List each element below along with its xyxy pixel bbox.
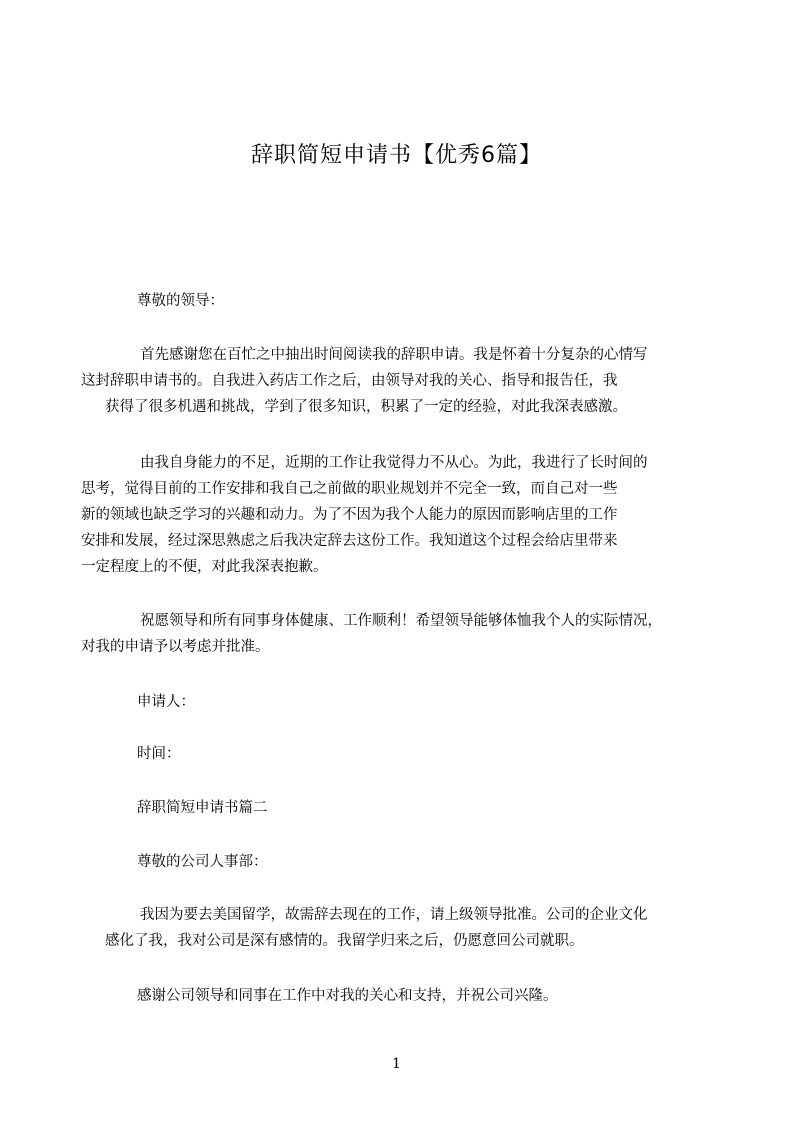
document-title: 辞职简短申请书【优秀6篇】: [251, 143, 542, 168]
paragraph-line: 思考，觉得目前的工作安排和我自己之前做的职业规划并不完全一致，而自己对一些: [81, 481, 618, 497]
salutation-2: [137, 849, 268, 875]
salutation: [137, 288, 224, 314]
salutation-text: 尊敬的公司人事部：: [137, 854, 268, 870]
paragraph-line: 感谢公司领导和同事在工作中对我的关心和支持，并祝公司兴隆。: [137, 988, 558, 1004]
paragraph-line: 感化了我，我对公司是深有感情的。我留学归来之后，仍愿意回公司就职。: [105, 933, 584, 949]
paragraph-gratitude: [81, 342, 700, 420]
applicant-label: 申请人：: [137, 694, 195, 710]
paragraph-line: 首先感谢您在百忙之中抽出时间阅读我的辞职申请。我是怀着十分复杂的心情写: [140, 347, 648, 363]
section-heading: [137, 795, 268, 821]
applicant-line: [137, 689, 195, 715]
paragraph-line: 对我的申请予以考虑并批准。: [81, 639, 270, 655]
paragraph-thanks: [137, 983, 558, 1009]
salutation-text: 尊敬的领导：: [137, 293, 224, 309]
time-line: [137, 741, 181, 767]
page-number: 1: [392, 1056, 401, 1072]
paragraph-study-abroad: [105, 902, 700, 954]
paragraph-line: 获得了很多机遇和挑战，学到了很多知识，积累了一定的经验，对此我深表感激。: [105, 399, 627, 415]
paragraph-wishes: [81, 608, 705, 660]
paragraph-line: 一定程度上的不便，对此我深表抱歉。: [81, 559, 328, 575]
paragraph-line: 由我自身能力的不足，近期的工作让我觉得力不从心。为此，我进行了长时间的: [140, 455, 648, 471]
paragraph-line: 安排和发展，经过深思熟虑之后我决定辞去这份工作。我知道这个过程会给店里带来: [81, 533, 618, 549]
paragraph-line: 祝愿领导和所有同事身体健康、工作顺利！希望领导能够体恤我个人的实际情况，: [140, 613, 662, 629]
time-label: 时间：: [137, 746, 181, 762]
paragraph-line: 这封辞职申请书的。自我进入药店工作之后，由领导对我的关心、指导和报告任，我: [81, 373, 618, 389]
paragraph-line: 我因为要去美国留学，故需辞去现在的工作，请上级领导批准。公司的企业文化: [140, 907, 648, 923]
paragraph-line: 新的领域也缺乏学习的兴趣和动力。为了不因为我个人能力的原因而影响店里的工作: [81, 507, 618, 523]
paragraph-reason: [81, 450, 700, 580]
section-heading-text: 辞职简短申请书篇二: [137, 800, 268, 816]
